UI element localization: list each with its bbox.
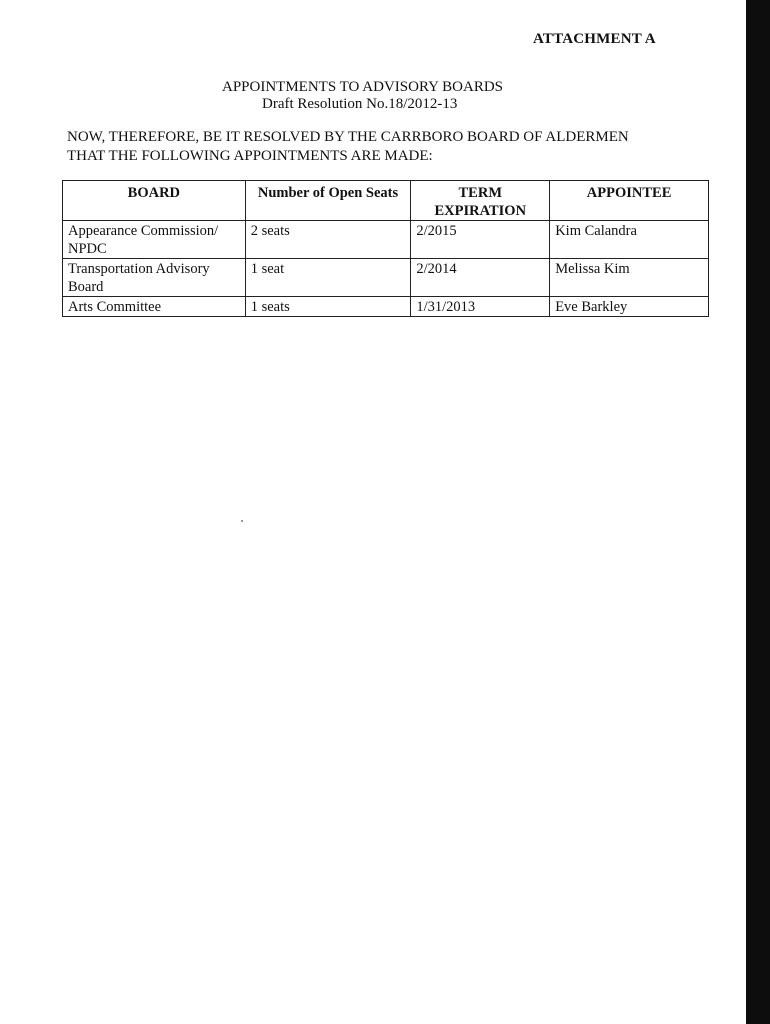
resolution-line-2: THAT THE FOLLOWING APPOINTMENTS ARE MADE: xyxy=(67,148,433,164)
cell-board: Appearance Commission/ NPDC xyxy=(63,221,246,259)
cell-appointee: Melissa Kim xyxy=(550,259,709,297)
cell-term: 1/31/2013 xyxy=(411,297,550,317)
appointments-table xyxy=(62,180,709,317)
scan-speck xyxy=(241,520,243,522)
cell-term: 2/2015 xyxy=(411,221,550,259)
resolution-line-1: NOW, THEREFORE, BE IT RESOLVED BY THE CARRBORO BOARD OF ALDERMEN xyxy=(67,129,629,145)
header-appointee: APPOINTEE xyxy=(550,181,709,221)
table-row xyxy=(63,221,709,259)
table-row xyxy=(63,297,709,317)
cell-seats: 1 seats xyxy=(245,297,411,317)
resolution-text xyxy=(67,128,707,166)
cell-appointee: Kim Calandra xyxy=(550,221,709,259)
header-board: BOARD xyxy=(63,181,246,221)
document-title: APPOINTMENTS TO ADVISORY BOARDS xyxy=(222,79,504,95)
attachment-label: ATTACHMENT A xyxy=(533,31,656,47)
scan-edge-bar xyxy=(746,0,770,1024)
table-row xyxy=(63,259,709,297)
cell-seats: 1 seat xyxy=(245,259,411,297)
header-term-expiration: TERM EXPIRATION xyxy=(411,181,550,221)
header-open-seats: Number of Open Seats xyxy=(245,181,411,221)
cell-term: 2/2014 xyxy=(411,259,550,297)
cell-appointee: Eve Barkley xyxy=(550,297,709,317)
resolution-number: Draft Resolution No.18/2012-13 xyxy=(262,96,458,112)
cell-seats: 2 seats xyxy=(245,221,411,259)
cell-board: Arts Committee xyxy=(63,297,246,317)
table-header-row xyxy=(63,181,709,221)
cell-board: Transportation Advisory Board xyxy=(63,259,246,297)
